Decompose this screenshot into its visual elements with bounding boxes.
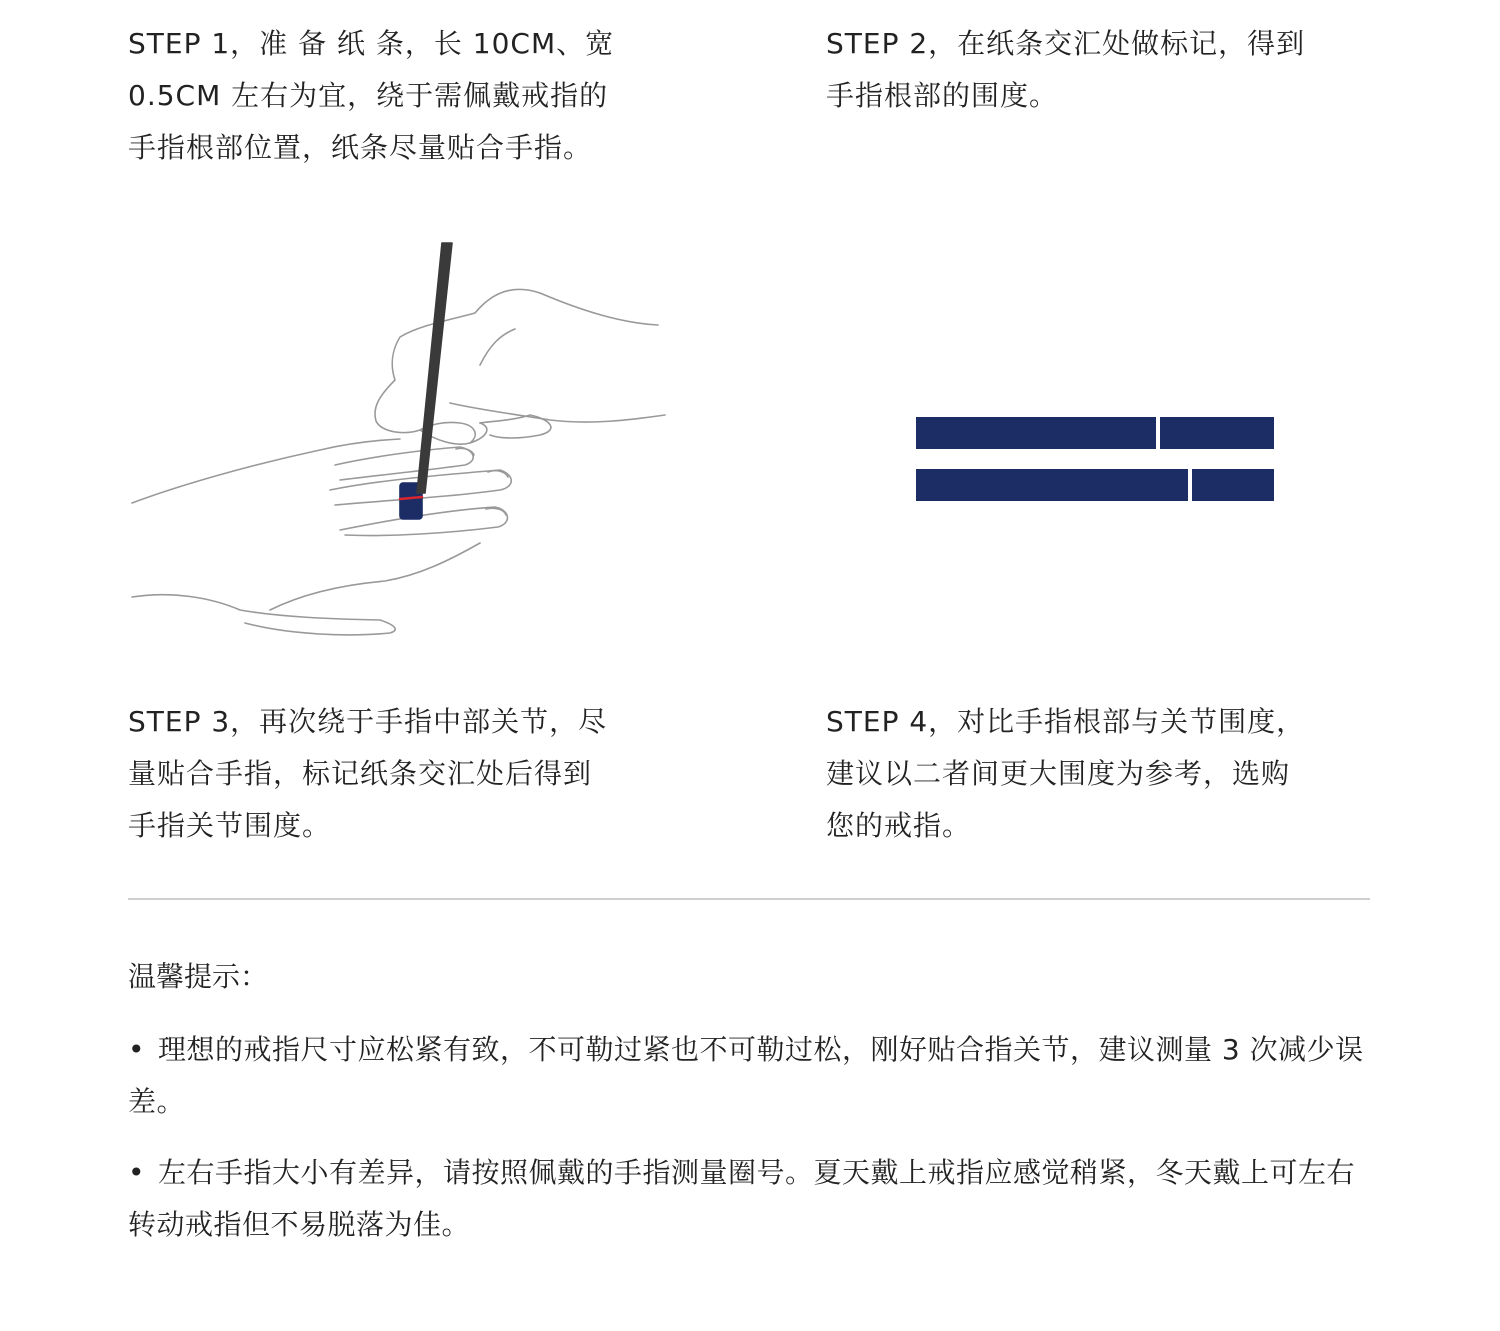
bullet-icon: •	[128, 1156, 146, 1189]
lower-hand-wrist	[270, 543, 480, 610]
tip-text-1: 理想的戒指尺寸应松紧有致，不可勒过紧也不可勒过松，刚好贴合指关节，建议测量 3 次减少误差。	[128, 1033, 1364, 1118]
lower-finger-2	[340, 507, 507, 536]
hand-measuring-illustration	[120, 225, 680, 655]
step-2-text: STEP 2，在纸条交汇处做标记，得到 手指根部的围度。	[826, 27, 1306, 112]
fingernail-3	[456, 448, 474, 455]
tips-title: 温馨提示：	[128, 960, 269, 993]
paper-strips-illustration	[900, 400, 1290, 520]
strip-bottom-long	[916, 469, 1188, 501]
step-3-text: STEP 3，再次绕于手指中部关节，尽 量贴合手指，标记纸条交汇处后得到 手指关节围度。	[128, 705, 608, 842]
tip-item-1	[128, 1024, 1378, 1128]
tip-item-2	[128, 1147, 1378, 1251]
strip-bottom-short	[1192, 469, 1274, 501]
strip-top-long	[916, 417, 1156, 449]
strip-top-short	[1160, 417, 1274, 449]
step-4-text: STEP 4，对比手指根部与关节围度， 建议以二者间更大围度为参考，选购 您的戒指。	[826, 705, 1306, 842]
upper-hand-palm	[450, 403, 665, 422]
bullet-icon: •	[128, 1033, 146, 1066]
section-divider	[128, 898, 1370, 900]
tip-text-2: 左右手指大小有差异，请按照佩戴的手指测量圈号。夏天戴上戒指应感觉稍紧，冬天戴上可左右转动戒指但不易脱落为佳。	[128, 1156, 1356, 1241]
lower-hand-thumb	[132, 595, 395, 635]
lower-finger-3	[335, 447, 473, 480]
pen	[417, 243, 452, 493]
upper-hand-knuckle	[480, 329, 515, 365]
step-1-text: STEP 1，准 备 纸 条，长 10CM、宽 0.5CM 左右为宜，绕于需佩戴戒指的 手指根部位置，纸条尽量贴合手指。	[128, 27, 615, 164]
lower-hand-back	[132, 439, 400, 503]
